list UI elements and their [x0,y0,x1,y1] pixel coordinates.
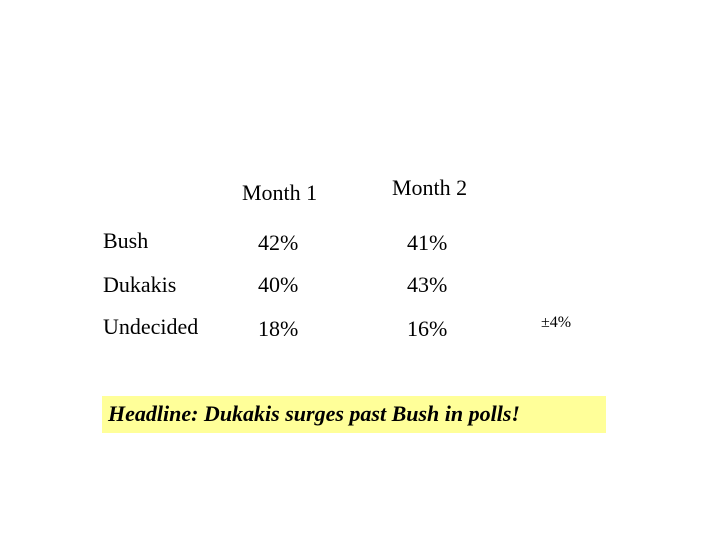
cell-bush-month-1: 42% [258,230,299,255]
column-header-month-2: Month 2 [392,175,468,200]
cell-undecided-month-2: 16% [407,316,448,341]
row-label-bush: Bush [103,228,149,253]
row-label-dukakis: Dukakis [103,272,177,297]
headline-box [102,396,606,433]
cell-dukakis-month-2: 43% [407,272,448,297]
row-label-undecided: Undecided [103,314,199,339]
cell-bush-month-2: 41% [407,230,448,255]
cell-dukakis-month-1: 40% [258,272,299,297]
column-header-month-1: Month 1 [242,180,318,205]
margin-of-error: ±4% [541,314,572,331]
headline-text: Headline: Dukakis surges past Bush in polls! [108,401,520,426]
cell-undecided-month-1: 18% [258,316,299,341]
